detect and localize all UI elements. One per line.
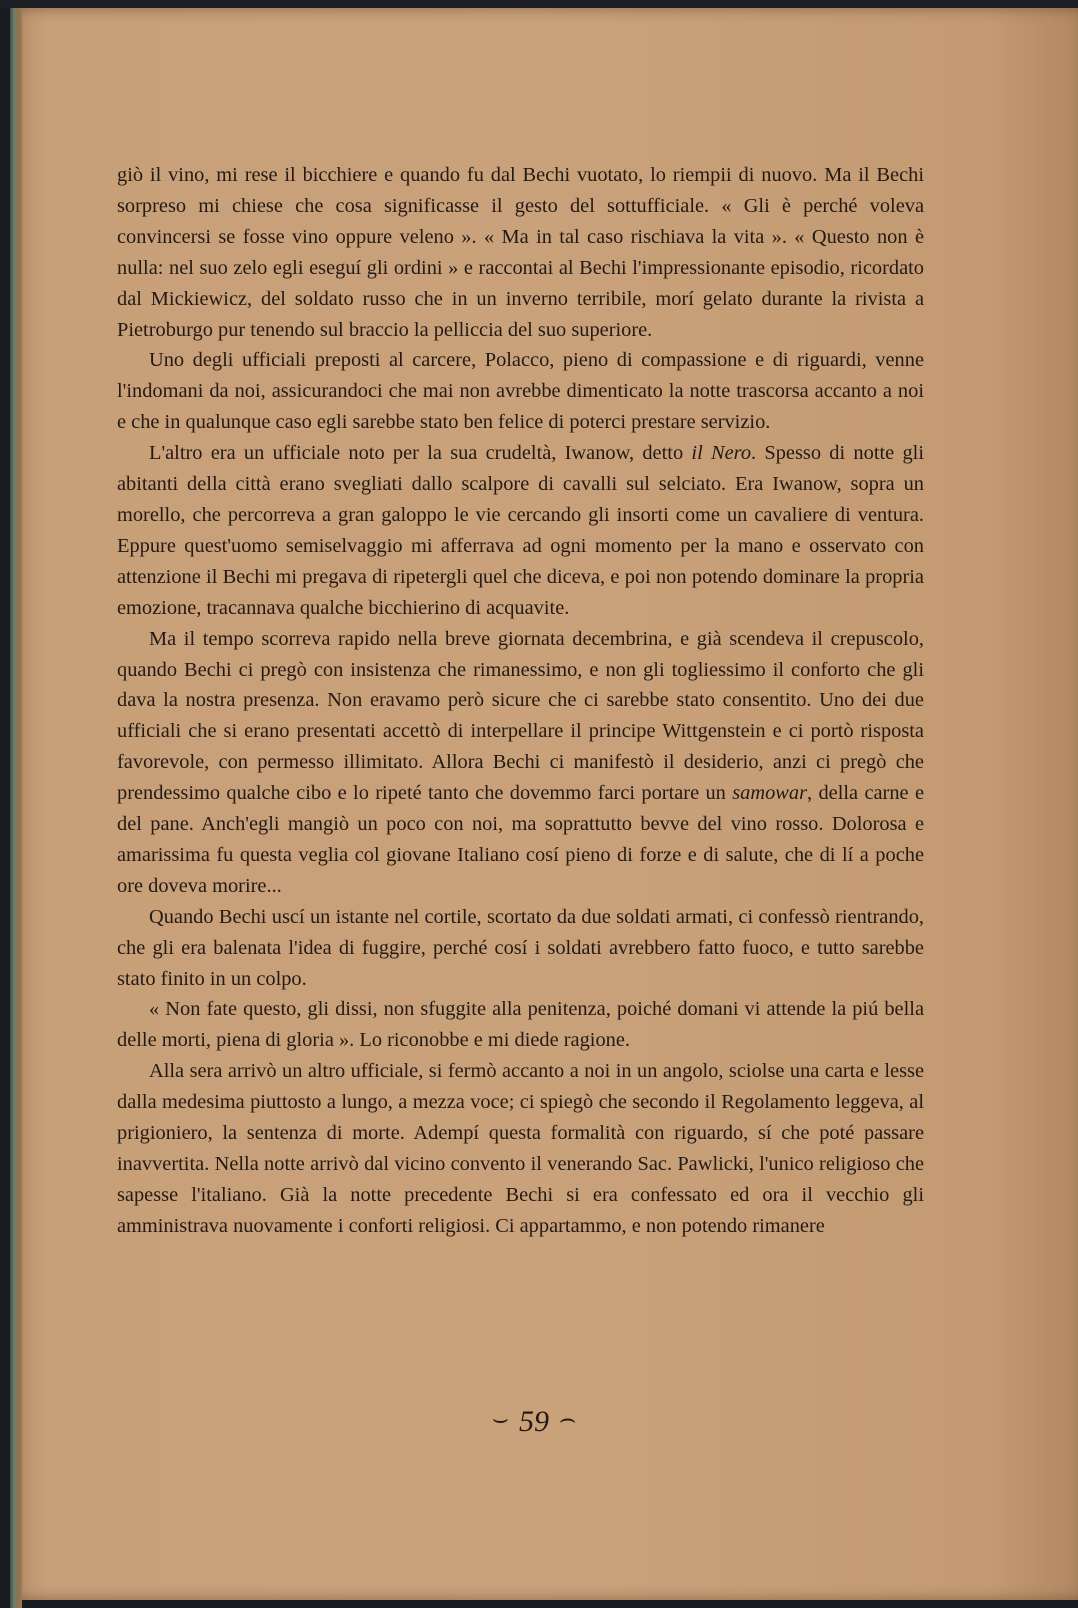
paragraph-4-part-2: , della carne e del pane. Anch'egli mangiò un poco con noi, ma soprattutto bevve del vino rosso. Dolorosa e amarissima fu questa veglia col giovane Italiano cosí pieno di forze e di salute, che di lí a poche ore doveva morire... (117, 782, 924, 897)
body-text (117, 160, 924, 1242)
paragraph-4-part-1: Ma il tempo scorreva rapido nella breve giornata decembrina, e già scendeva il crepuscolo, quando Bechi ci pregò con insistenza che rimanessimo, e non gli togliessimo il conforto che gli dava la nostra presenza. Non eravamo però sicure che ci sarebbe stato consentito. Uno dei due ufficiali che si erano presentati accettò di interpellare il principe Wittgenstein e ci portò risposta favorevole, con permesso illimitato. Allora Bechi ci manifestò il desiderio, anzi ci pregò che prendessimo qualche cibo e lo ripeté tanto che dovemmo farci portare un (117, 627, 924, 805)
paragraph-4-italic: samowar (732, 782, 808, 805)
ornament-left: ⌣ (491, 1404, 509, 1433)
paragraph-6: « Non fate questo, gli dissi, non sfuggite alla penitenza, poiché domani vi attende la piú bella delle morti, piena di gloria ». Lo riconobbe e mi diede ragione. (117, 998, 924, 1052)
paragraph-1: giò il vino, mi rese il bicchiere e quando fu dal Bechi vuotato, lo riempii di nuovo. Ma il Bechi sorpreso mi chiese che cosa significasse il gesto del sottufficiale. « Gli è perché voleva convincersi se fosse vino oppure veleno ». « Ma in tal caso rischiava la vita ». « Questo non è nulla: nel suo zelo egli eseguí gli ordini » e raccontai al Bechi l'impressionante episodio, ricordato dal Mickiewicz, del soldato russo che in un inverno terribile, morí gelato durante la rivista a Pietroburgo pur tenendo sul braccio la pelliccia del suo superiore. (117, 164, 924, 341)
paragraph-2: Uno degli ufficiali preposti al carcere, Polacco, pieno di compassione e di riguardi, venne l'indomani da noi, assicurandoci che mai non avrebbe dimenticato la notte trascorsa accanto a noi e che in qualunque caso egli sarebbe stato ben felice di poterci prestare servizio. (117, 349, 924, 434)
page-number (0, 1404, 1068, 1439)
paragraph-3-italic: il Nero (691, 442, 752, 465)
paragraph-3-part-2: . Spesso di notte gli abitanti della città erano svegliati dallo scalpore di cavalli sul selciato. Era Iwanow, sopra un morello, che percorreva a gran galoppo le vie cercando gli insorti come un cavaliere di ventura. Eppure quest'uomo semiselvaggio mi afferrava ad ogni momento per la mano e osservato con attenzione il Bechi mi pregava di ripetergli quel che diceva, e poi non potendo dominare la propria emozione, tracannava qualche bicchierino di acquavite. (117, 442, 924, 619)
paragraph-3 (117, 438, 924, 623)
top-edge (0, 0, 1078, 8)
ornament-right: ⌢ (559, 1404, 577, 1433)
paragraph-7: Alla sera arrivò un altro ufficiale, si fermò accanto a noi in un angolo, sciolse una carta e lesse dalla medesima piuttosto a lungo, a mezza voce; ci spiegò che secondo il Regolamento leggeva, al prigioniero, la sentenza di morte. Adempí questa formalità con riguardo, sí che poté passare inavvertita. Nella notte arrivò dal vicino convento il venerando Sac. Pawlicki, l'unico religioso che sapesse l'italiano. Già la notte precedente Bechi si era confessato ed ora il vecchio gli amministrava nuovamente i conforti religiosi. Ci appartammo, e non potendo rimanere (117, 1060, 924, 1237)
book-spine (10, 8, 22, 1608)
paragraph-4 (117, 624, 924, 902)
page-number-value: 59 (519, 1405, 549, 1438)
paragraph-3-part-1: L'altro era un ufficiale noto per la sua crudeltà, Iwanow, detto (149, 442, 692, 465)
paragraph-5: Quando Bechi uscí un istante nel cortile, scortato da due soldati armati, ci confessò rientrando, che gli era balenata l'idea di fuggire, perché cosí i soldati avrebbero fatto fuoco, e tutto sarebbe stato finito in un colpo. (117, 905, 924, 990)
